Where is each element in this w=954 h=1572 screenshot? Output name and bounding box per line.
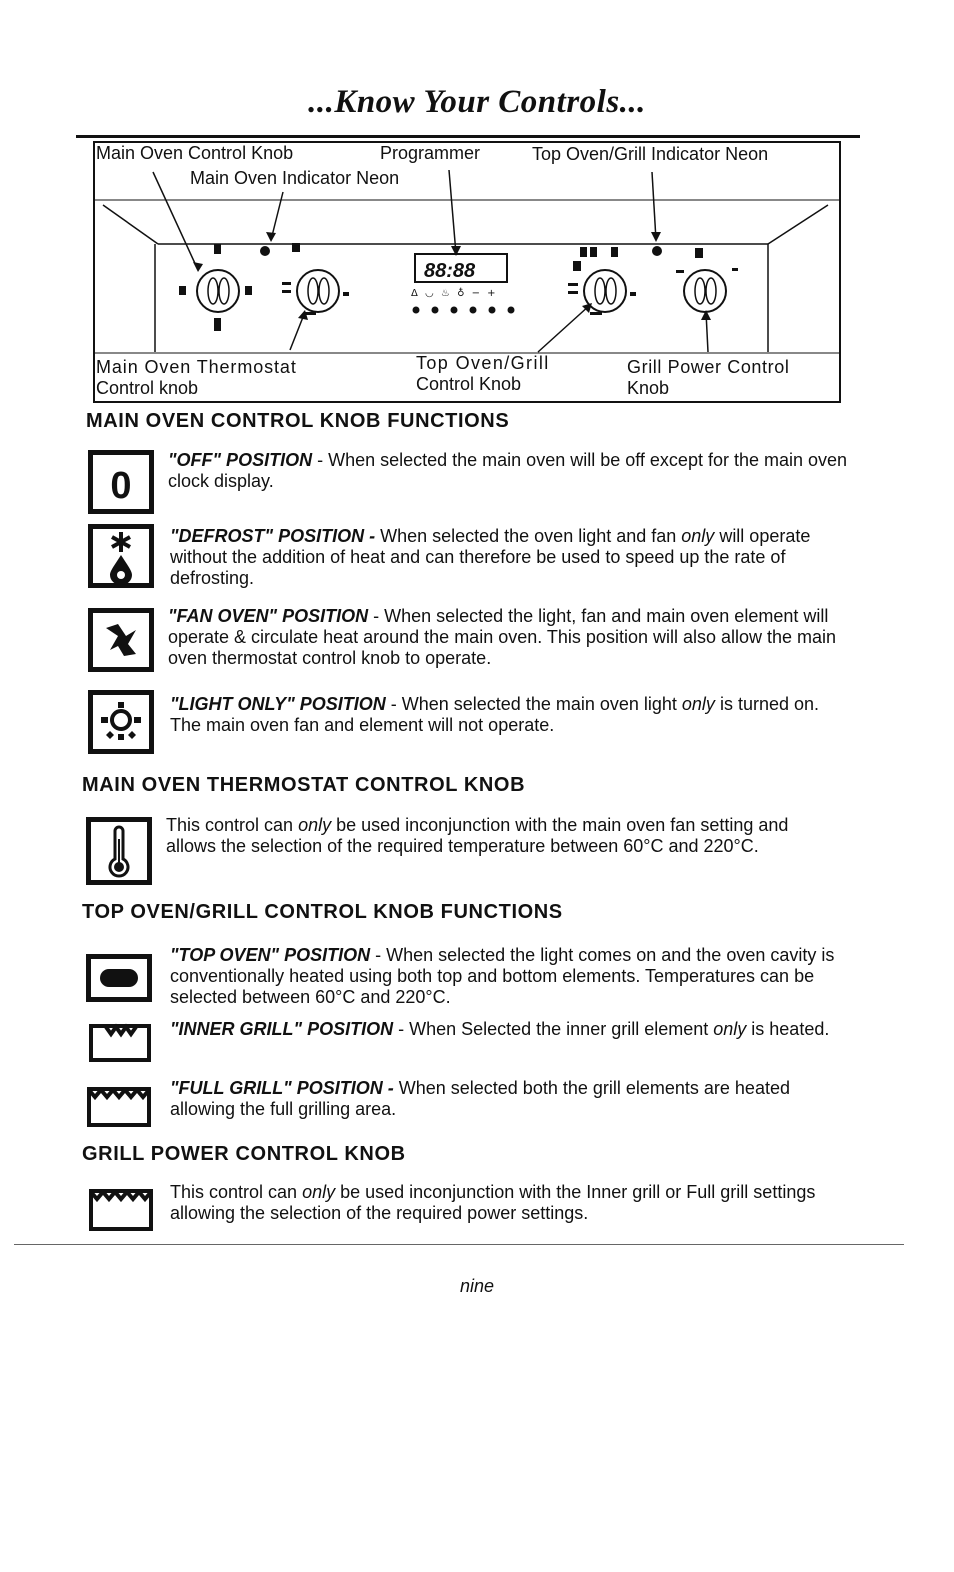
label-main-oven-indicator-neon: Main Oven Indicator Neon bbox=[190, 168, 400, 188]
label-programmer: Programmer bbox=[380, 143, 481, 163]
light-bulb-icon bbox=[88, 690, 154, 754]
page-title: ...Know Your Controls... bbox=[308, 84, 646, 120]
full-grill-icon bbox=[86, 1085, 152, 1127]
label-main-oven-control-knob: Main Oven Control Knob bbox=[96, 143, 294, 163]
clock-display: 88:88 bbox=[424, 260, 476, 282]
grill-power-icon bbox=[88, 1187, 154, 1231]
heading-main-oven-functions: MAIN OVEN CONTROL KNOB FUNCTIONS bbox=[86, 410, 510, 432]
label-grill-power-control: Grill Power Control bbox=[627, 357, 790, 377]
label-top-oven-grill-indicator-neon: Top Oven/Grill Indicator Neon bbox=[532, 144, 769, 164]
inner-grill-icon bbox=[88, 1022, 152, 1062]
label-top-oven-grill-control: Top Oven/Grill bbox=[416, 353, 550, 373]
full-grill-position-text: "FULL GRILL" POSITION - When selected both the grill elements are heated allowing the full grilling area. bbox=[170, 1078, 790, 1119]
thermostat-text: This control can only be used inconjunction with the main oven fan setting and allows the selection of the required temperature between 60°C and 220°C. bbox=[166, 815, 789, 856]
off-symbol bbox=[88, 450, 154, 514]
defrost-fan-droplet-icon bbox=[88, 524, 154, 588]
heading-grill-power: GRILL POWER CONTROL KNOB bbox=[82, 1143, 406, 1165]
label-grill-power-control-line2: Knob bbox=[627, 378, 670, 398]
off-position-text: "OFF" POSITION - When selected the main oven will be off except for the main oven clock display. bbox=[168, 450, 848, 491]
light-only-position-text: "LIGHT ONLY" POSITION - When selected the main oven light only is turned on. The main oven fan and element will not operate. bbox=[170, 694, 819, 735]
top-oven-position-text: "TOP OVEN" POSITION - When selected the light comes on and the oven cavity is conventionally heated using both top and bottom elements. Temperatures can be selected between 60°C and 220°C. bbox=[170, 945, 835, 1007]
defrost-position-text: "DEFROST" POSITION - When selected the oven light and fan only will operate without the addition of heat and can therefore be used to speed up the rate of defrosting. bbox=[170, 526, 811, 588]
label-main-oven-thermostat: Main Oven Thermostat bbox=[96, 357, 297, 377]
bottom-rule bbox=[14, 1244, 904, 1245]
programmer-buttons: Δ ◡ ♨ ♁ − + bbox=[411, 288, 498, 299]
heading-top-oven-grill-functions: TOP OVEN/GRILL CONTROL KNOB FUNCTIONS bbox=[82, 901, 563, 923]
page-number: nine bbox=[459, 1276, 495, 1296]
thermometer-icon bbox=[86, 817, 152, 885]
grill-power-text: This control can only be used inconjunction with the Inner grill or Full grill settings allowing the selection of the required power settings. bbox=[170, 1182, 816, 1223]
svg-text:0: 0 bbox=[110, 465, 132, 507]
heading-main-oven-thermostat: MAIN OVEN THERMOSTAT CONTROL KNOB bbox=[82, 774, 526, 796]
label-main-oven-thermostat-line2: Control knob bbox=[96, 378, 199, 398]
top-oven-icon bbox=[86, 954, 152, 1002]
fan-oven-position-text: "FAN OVEN" POSITION - When selected the light, fan and main oven element will operate & circulate heat around the main oven. This position will also allow the main oven thermostat control knob to operate. bbox=[168, 606, 837, 668]
inner-grill-position-text: "INNER GRILL" POSITION - When Selected the inner grill element only is heated. bbox=[170, 1019, 830, 1039]
label-top-oven-grill-control-line2: Control Knob bbox=[416, 374, 522, 394]
fan-icon bbox=[88, 608, 154, 672]
